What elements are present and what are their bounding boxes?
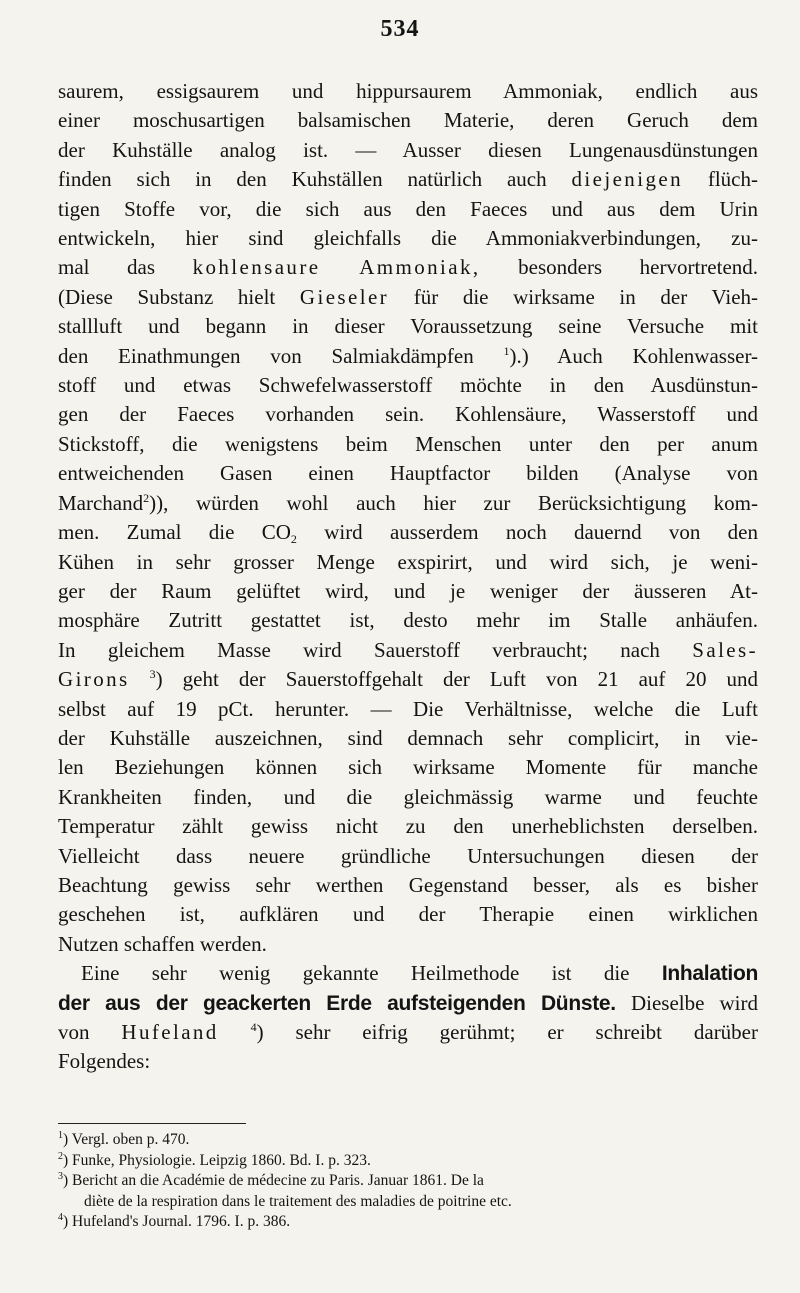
text-run: finden sich in den Kuhställen natürlich auch <box>58 167 547 192</box>
text-line <box>58 989 758 1018</box>
author-name: Girons <box>58 667 130 692</box>
text-run: In gleichem Masse wird Sauerstoff verbraucht; nach <box>58 637 660 662</box>
footnote <box>58 1151 760 1172</box>
text-run: )), würden wohl auch hier zur Berücksichtigung kom- <box>149 490 758 515</box>
text-run: ).) Auch Kohlenwasser- <box>509 343 758 368</box>
text-line: gen der Faeces vorhanden sein. Kohlensäure, Wasserstoff und <box>58 402 758 427</box>
text-line: einer moschusartigen balsamischen Materie, deren Geruch dem <box>58 108 758 133</box>
footnotes <box>58 1130 760 1233</box>
text-line: der Kuhställe analog ist. — Ausser diesen Lungenausdünstungen <box>58 137 758 162</box>
text-run: flüch- <box>707 167 758 192</box>
text-line <box>58 253 758 282</box>
text-run: ) geht der Sauerstoffgehalt der Luft von 21 auf 20 und <box>155 667 758 692</box>
footnote-text: ) Hufeland's Journal. 1796. I. p. 386. <box>63 1213 291 1231</box>
footnote <box>58 1171 760 1192</box>
text-line: selbst auf 19 pCt. herunter. — Die Verhältnisse, welche die Luft <box>58 696 758 721</box>
footnote-divider <box>58 1123 246 1124</box>
text-line: saurem, essigsaurem und hippursaurem Ammoniak, endlich aus <box>58 79 758 103</box>
text-line: entwickeln, hier sind gleichfalls die Ammoniakverbindungen, zu- <box>58 226 758 251</box>
text-line: Krankheiten finden, und die gleichmässig warme und feuchte <box>58 784 758 809</box>
text-line: Nutzen schaffen werden. <box>58 931 267 956</box>
subscript: 2 <box>290 532 297 547</box>
text-run: mal das <box>58 255 156 280</box>
emphasized-term: kohlensaure Ammoniak, <box>192 255 481 280</box>
text-line <box>58 342 758 371</box>
text-line: Vielleicht dass neuere gründliche Untersuchungen diesen der <box>58 843 758 868</box>
text-line: Stickstoff, die wenigstens beim Menschen unter den per anum <box>58 431 758 456</box>
footnote-number: 3 <box>58 1171 63 1183</box>
footnote-text: ) Funke, Physiologie. Leipzig 1860. Bd. I. p. 323. <box>63 1151 371 1169</box>
emphasized-term: diejenigen <box>571 167 683 192</box>
text-line: Kühen in sehr grosser Menge exspirirt, und wird sich, je weni- <box>58 549 758 574</box>
text-run: von <box>58 1020 90 1044</box>
text-line <box>58 665 758 694</box>
text-line <box>58 165 758 194</box>
text-run: Marchand <box>58 490 144 515</box>
footnote-continuation: diète de la respiration dans le traitement des maladies de poitrine etc. <box>84 1192 512 1210</box>
heading-term: Inhalation <box>661 962 758 986</box>
text-run: Eine sehr wenig gekannte Heilmethode ist die <box>81 961 630 986</box>
footnote-number: 4 <box>58 1212 63 1224</box>
footnote <box>58 1212 760 1233</box>
page-number: 534 <box>380 16 420 42</box>
text-run: men. Zumal die CO <box>58 520 291 545</box>
footnote-text: ) Vergl. oben p. 470. <box>63 1131 190 1148</box>
text-line: entweichenden Gasen einen Hauptfactor bilden (Analyse von <box>58 461 758 486</box>
text-run: Dieselbe wird <box>630 990 758 1015</box>
heading-term: der aus der geackerten Erde aufsteigenden Dünste. <box>58 991 616 1015</box>
text-line <box>58 518 758 547</box>
text-line: der Kuhställe auszeichnen, sind demnach sehr complicirt, in vie- <box>58 725 758 750</box>
text-run: wird ausserdem noch dauernd von den <box>324 520 758 545</box>
author-name: Sales- <box>692 637 758 662</box>
body-text <box>58 77 758 1077</box>
footnote-marker: 1 <box>503 343 510 358</box>
text-line: len Beziehungen können sich wirksame Momente für manche <box>58 755 758 780</box>
text-line: ger der Raum gelüftet wird, und je weniger der äusseren At- <box>58 578 758 603</box>
text-line: mosphäre Zutritt gestattet ist, desto mehr im Stalle anhäufen. <box>58 608 758 633</box>
footnote-number: 1 <box>58 1130 63 1141</box>
footnote-marker: 2 <box>143 490 150 505</box>
text-run: ) sehr eifrig gerühmt; er schreibt darüber <box>256 1020 758 1044</box>
text-line <box>58 1018 758 1047</box>
author-name: Gieseler <box>299 284 390 309</box>
text-run: den Einathmungen von Salmiakdämpfen <box>58 343 474 368</box>
footnote-marker: 4 <box>250 1020 257 1034</box>
footnote-marker: 3 <box>149 667 156 682</box>
text-line <box>58 489 758 518</box>
text-line <box>58 636 758 665</box>
text-run: (Diese Substanz hielt <box>58 284 276 309</box>
text-line <box>58 959 758 988</box>
text-line: geschehen ist, aufklären und der Therapie einen wirklichen <box>58 902 758 927</box>
text-line: stoff und etwas Schwefelwasserstoff möchte in den Ausdünstun- <box>58 373 758 398</box>
text-line: Temperatur zählt gewiss nicht zu den unerheblichsten derselben. <box>58 814 758 839</box>
text-run: besonders hervortretend. <box>518 255 758 280</box>
text-line: stallluft und begann in dieser Voraussetzung seine Versuche mit <box>58 314 758 339</box>
footnote-text: ) Bericht an die Académie de médecine zu Paris. Januar 1861. De la <box>63 1172 484 1190</box>
text-line <box>58 283 758 312</box>
footnote <box>58 1130 760 1151</box>
text-line: Beachtung gewiss sehr werthen Gegenstand besser, als es bisher <box>58 872 758 897</box>
text-line: Folgendes: <box>58 1049 151 1074</box>
text-run: für die wirksame in der Vieh- <box>413 284 758 309</box>
author-name: Hufeland <box>121 1020 219 1044</box>
text-line: tigen Stoffe vor, die sich aus den Faeces und aus dem Urin <box>58 196 758 221</box>
footnote-number: 2 <box>58 1150 63 1162</box>
